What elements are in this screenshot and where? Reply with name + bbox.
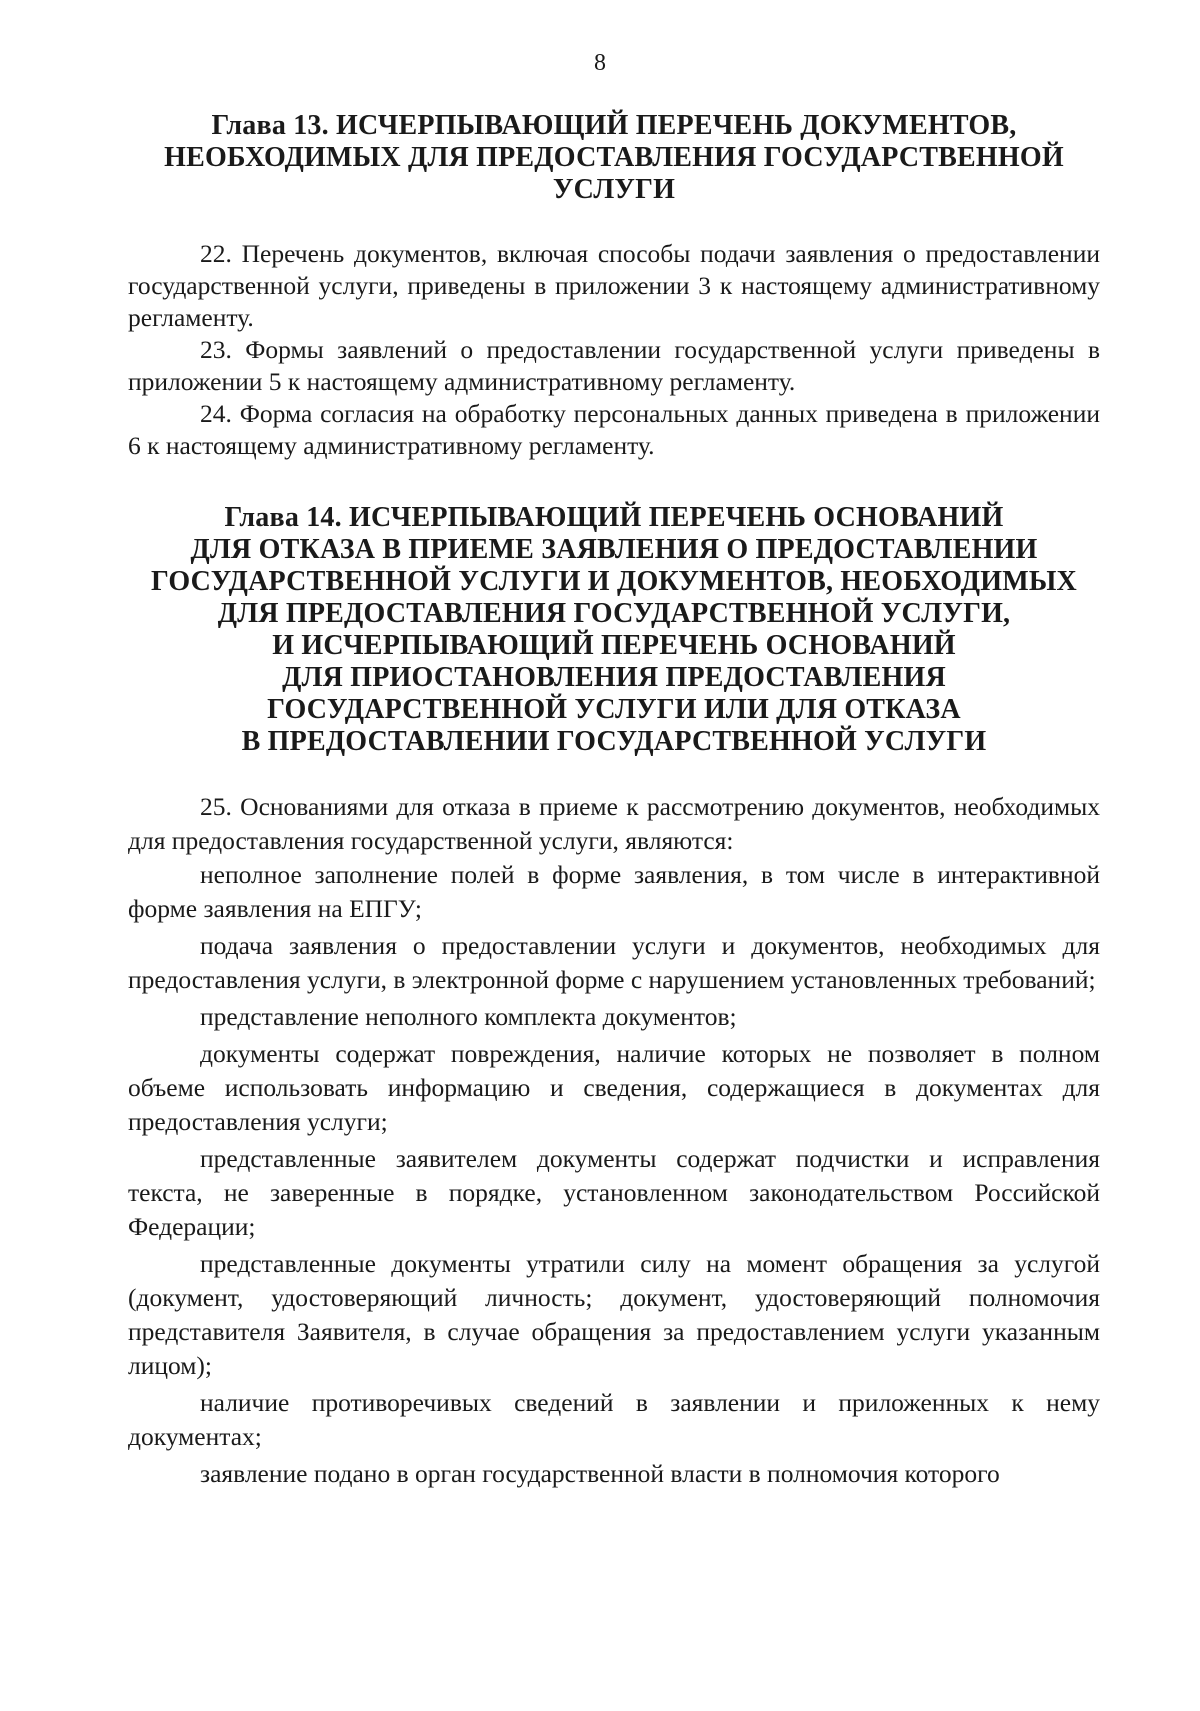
paragraph-22: 22. Перечень документов, включая способы подачи заявления о предоставлении государственной услуги, приведены в приложении 3 к настоящему административному регламенту. — [128, 239, 1100, 332]
heading-line: ДЛЯ ОТКАЗА В ПРИЕМЕ ЗАЯВЛЕНИЯ О ПРЕДОСТАВЛЕНИИ — [190, 534, 1038, 565]
paragraph-24: 24. Форма согласия на обработку персональных данных приведена в приложении 6 к настоящему административному регламенту. — [128, 399, 1100, 460]
list-item: представленные заявителем документы содержат подчистки и исправления текста, не заверенные в порядке, установленном законодательством Российской Федерации; — [128, 1144, 1100, 1241]
heading-line: ГОСУДАРСТВЕННОЙ УСЛУГИ ИЛИ ДЛЯ ОТКАЗА — [267, 694, 961, 725]
chapter-14-heading — [128, 502, 1100, 758]
heading-line: ГОСУДАРСТВЕННОЙ УСЛУГИ И ДОКУМЕНТОВ, НЕОБХОДИМЫХ — [151, 566, 1077, 597]
chapter-14-body — [128, 790, 1100, 1494]
list-item: подача заявления о предоставлении услуги и документов, необходимых для предоставления услуги, в электронной форме с нарушением установленных требований; — [128, 931, 1100, 994]
list-item: заявление подано в орган государственной власти в полномочия которого — [200, 1459, 1000, 1488]
chapter-13-heading — [128, 110, 1100, 206]
page-number: 8 — [594, 50, 606, 76]
heading-line: УСЛУГИ — [552, 174, 676, 205]
list-item: представленные документы утратили силу на момент обращения за услугой (документ, удостоверяющий личность; документ, удостоверяющий полномочия представителя Заявителя, в случае обращения за предоставлением услуги указанным лицом); — [128, 1249, 1100, 1380]
list-item: неполное заполнение полей в форме заявления, в том числе в интерактивной форме заявления на ЕПГУ; — [128, 860, 1100, 923]
heading-line: ДЛЯ ПРИОСТАНОВЛЕНИЯ ПРЕДОСТАВЛЕНИЯ — [282, 662, 946, 693]
list-item: наличие противоречивых сведений в заявлении и приложенных к нему документах; — [128, 1388, 1100, 1451]
heading-line: НЕОБХОДИМЫХ ДЛЯ ПРЕДОСТАВЛЕНИЯ ГОСУДАРСТВЕННОЙ — [164, 142, 1064, 173]
paragraph-23: 23. Формы заявлений о предоставлении государственной услуги приведены в приложении 5 к настоящему административному регламенту. — [128, 335, 1100, 396]
list-item: документы содержат повреждения, наличие которых не позволяет в полном объеме использовать информацию и сведения, содержащиеся в документах для предоставления услуги; — [128, 1039, 1100, 1136]
list-item: представление неполного комплекта документов; — [200, 1002, 737, 1031]
heading-line: В ПРЕДОСТАВЛЕНИИ ГОСУДАРСТВЕННОЙ УСЛУГИ — [241, 726, 987, 757]
chapter-13-body — [128, 238, 1100, 462]
heading-line: ДЛЯ ПРЕДОСТАВЛЕНИЯ ГОСУДАРСТВЕННОЙ УСЛУГИ, — [217, 598, 1011, 629]
heading-line: И ИСЧЕРПЫВАЮЩИЙ ПЕРЕЧЕНЬ ОСНОВАНИЙ — [272, 630, 956, 661]
paragraph-25: 25. Основаниями для отказа в приеме к рассмотрению документов, необходимых для предоставления государственной услуги, являются: — [128, 792, 1100, 855]
heading-line: Глава 13. ИСЧЕРПЫВАЮЩИЙ ПЕРЕЧЕНЬ ДОКУМЕНТОВ, — [211, 110, 1017, 141]
heading-line: Глава 14. ИСЧЕРПЫВАЮЩИЙ ПЕРЕЧЕНЬ ОСНОВАНИЙ — [224, 502, 1004, 533]
